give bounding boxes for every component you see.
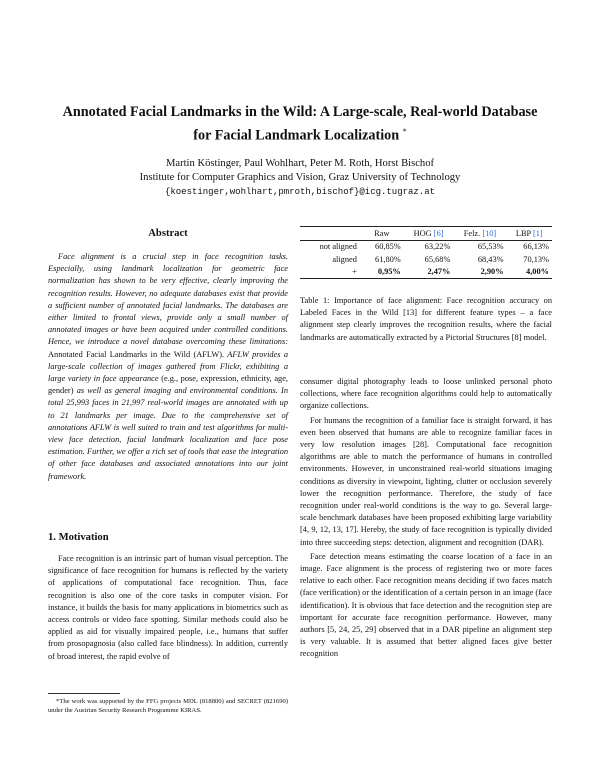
table-cell: 61,80% (375, 254, 401, 264)
motivation-text (48, 553, 288, 663)
table-cell: 2,47% (427, 267, 451, 277)
table-row (300, 266, 552, 279)
footnote: *The work was supported by the FFG projects MDL (818800) and SECRET (821690) under the Austrian Security Research Programme KIRAS. (48, 698, 288, 714)
table-cell: 60,85% (375, 242, 401, 252)
table-row-label: not aligned (319, 242, 357, 252)
abstract-dataset-name: Annotated Facial Landmarks in the Wild (AFLW). (48, 349, 225, 359)
right-column-text (300, 376, 552, 663)
table-cell: 0,95% (377, 267, 401, 277)
table-header-cell: LBP [1] (515, 228, 543, 238)
motivation-paragraph: Face recognition is an intrinsic part of human visual perception. The significance of face recognition for humans is reflected by the variety of applications of computational face recognition. Thus, face recognition is also one of the core tasks in computer vision. For instance, it builds the basis for many applications in biometrics such as access controls or video face spotting. Similar methods could also be applied as aid for visually impaired people, i.e., humans that suffer from prosopagnosia (also called face blindness). In addition, currently of broad interest, the rapid evolve of (48, 554, 288, 661)
title-line-2: for Facial Landmark Localization (193, 127, 400, 144)
affiliation: Institute for Computer Graphics and Vision, Graz University of Technology (139, 172, 461, 183)
abstract-part-2b: (e.g., pose, expression, ethnicity, age, gender) (48, 374, 288, 396)
table-row (300, 240, 552, 253)
table-header-cell: HOG [6] (413, 228, 444, 238)
table-header-row (300, 227, 552, 241)
authors: Martin Köstinger, Paul Wohlhart, Peter M. Roth, Horst Bischof (165, 158, 435, 169)
table-caption: Table 1: Importance of face alignment: Face recognition accuracy on Labeled Faces in the Wild [13] for different feature types – a face alignment step clearly improves the recognition results, where the facial landmarks are automatically extracted by a Pictorial Structures [8] model. (300, 296, 552, 342)
results-table (300, 226, 552, 279)
table-header-cell: Raw (374, 228, 390, 238)
table-cell: 68,43% (477, 254, 504, 264)
table-row-label: + (352, 267, 357, 277)
email: {koestinger,wohlhart,pmroth,bischof}@icg.tugraz.at (164, 187, 436, 197)
abstract-body (48, 251, 288, 483)
paper-title (40, 103, 560, 146)
section-heading-motivation: 1. Motivation (48, 532, 109, 543)
table-cell: 65,53% (477, 242, 504, 252)
author-block (40, 157, 560, 185)
title-footnote-mark: * (402, 127, 407, 136)
table-row (300, 253, 552, 266)
table-header-cell (300, 227, 360, 241)
abstract-part-2a: AFLW provides a large-scale collection of images gathered from Flickr, exhibiting a large variety in face appearance (48, 349, 288, 384)
table-cell: 70,13% (523, 254, 549, 264)
footnote-rule (48, 693, 120, 694)
paragraph: Face detection means estimating the coarse location of a face in an image. Face alignment is the process of registering two or more faces relative to each other. Face recognition means deciding if two faces match (face verification) or the identification of a certain person in an image (face identification). It is obvious that face detection and the recognition step are important for accurate face recognition performance. However, many authors [5, 24, 25, 29] observed that in a DAR pipeline an alignment step is very valuable. It is assumed that better aligned faces give better recognition (300, 551, 552, 659)
table-cell: 4,00% (526, 267, 549, 277)
abstract-part-1: Face alignment is a crucial step in face recognition tasks. Especially, using landmark localization for geometric face normalization has shown to be very effective, clearly improving the recognition results. However, no adequate databases exist that provide a sufficient number of annotated facial landmarks. The databases are either limited to frontal views, provide only a small number of annotated images or have been acquired under controlled conditions. Hence, we introduce a novel database overcoming these limitations: (48, 252, 288, 347)
table-cell: 63,22% (424, 242, 451, 252)
abstract-heading: Abstract (148, 228, 188, 239)
paragraph: consumer digital photography leads to loose unlinked personal photo collections, where face recognition algorithms could help to automatically organize collections. (300, 377, 552, 411)
table-cell: 66,13% (523, 242, 549, 252)
table-cell: 65,68% (424, 254, 451, 264)
abstract-part-2c: as well as general imaging and environmental conditions. In total 25,993 faces in 21,997 real-world images are annotated with up to 21 landmarks per image. Due to the comprehensive set of annotations AFLW is well suited to train and test algorithms for multi-view face detection, facial landmark localization and face pose estimation. Further, we offer a rich set of tools that ease the integration of other face databases and associated annotations into our joint framework. (48, 386, 288, 481)
table-row-label: aligned (332, 254, 357, 264)
table-cell: 2,90% (480, 267, 504, 277)
table-header-cell: Felz. [10] (463, 228, 497, 238)
paragraph: For humans the recognition of a familiar face is straight forward, it has even been observed that humans are able to recognize familiar faces in very low resolution images [28]. Computational face recognition algorithms are able to match the performance of humans in controlled environments. However, in unconstrained real-world situations imaging conditions as diversity in viewpoint, lighting, clutter or occlusion severely lower the recognition performance. Therefore, the study of face recognition under real-world conditions is the way to go. Several large-scale benchmark databases have been proposed exhibiting large variability [4, 9, 12, 13, 17]. Hereby, the study of face recognition is typically divided into three succeeding steps: detection, alignment and recognition (DAR). (300, 415, 552, 547)
title-line-1: Annotated Facial Landmarks in the Wild: A Large-scale, Real-world Database (62, 104, 538, 120)
